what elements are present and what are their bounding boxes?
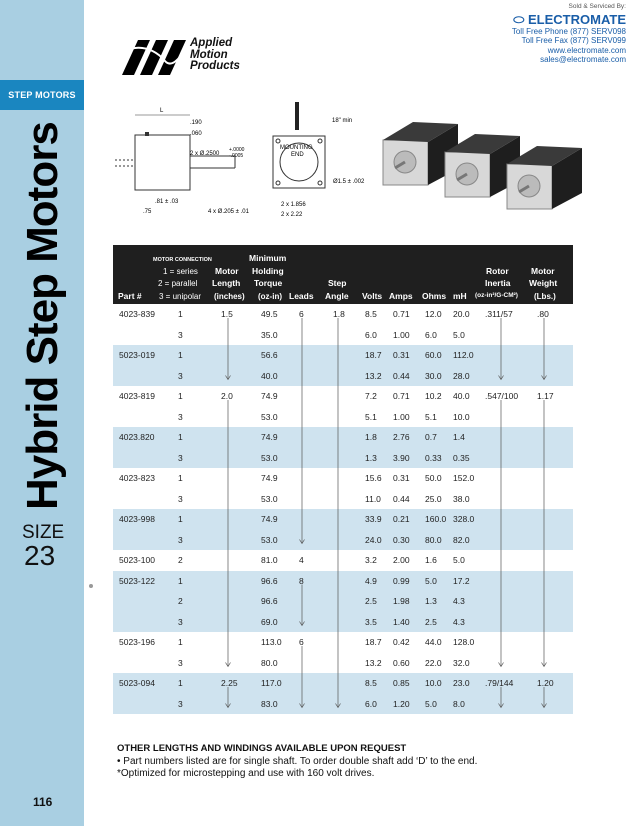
cell-mh: 8.0 (453, 698, 465, 709)
brand-name: ELECTROMATE (528, 11, 626, 27)
cell-torque: 74.9 (261, 391, 278, 401)
dim-060: .060 (190, 131, 202, 137)
cell-torque: 80.0 (261, 657, 278, 668)
cell-ohms: 50.0 (425, 473, 442, 483)
table-row (113, 345, 573, 366)
cell-conn: 3 (178, 493, 183, 504)
cell-amps: 0.30 (393, 534, 410, 545)
table-row (113, 612, 573, 633)
cell-weight: 1.20 (537, 678, 554, 688)
cell-ohms: 5.1 (425, 411, 437, 422)
cell-length: 2.25 (221, 678, 238, 688)
table-row (113, 427, 573, 448)
cell-amps: 0.71 (393, 391, 410, 401)
cell-inertia: .79/144 (485, 678, 514, 688)
cell-volts: 24.0 (365, 534, 382, 545)
table-row (113, 325, 573, 346)
hdr-motor-connection: MOTOR CONNECTION (153, 257, 212, 263)
cell-part: 5023-019 (119, 350, 155, 360)
cell-conn: 1 (178, 678, 183, 688)
hdr-ohms: Ohms (422, 291, 447, 301)
hdr-inertia: Inertia (485, 278, 511, 288)
cell-conn: 1 (178, 309, 183, 319)
cell-ohms: 5.0 (425, 575, 437, 586)
cell-amps: 0.71 (393, 309, 410, 319)
cell-torque: 56.6 (261, 350, 278, 360)
dim-lead: 18" min (332, 118, 353, 124)
cell-volts: 8.5 (365, 309, 377, 319)
cell-ohms: 1.3 (425, 596, 437, 606)
cell-amps: 0.60 (393, 657, 410, 668)
dim-75: .75 (143, 209, 152, 215)
cell-part: 4023-819 (119, 391, 155, 401)
hdr-rotor: Rotor (486, 266, 509, 276)
cell-ohms: 44.0 (425, 637, 442, 647)
vertical-page-title: Hybrid Step Motors (18, 122, 67, 510)
cell-conn: 3 (178, 616, 183, 627)
cell-amps: 0.85 (393, 678, 410, 688)
cell-amps: 1.00 (393, 329, 410, 340)
hdr-lbs: (Lbs.) (534, 292, 556, 301)
cell-mh: 5.0 (453, 329, 465, 340)
cell-torque: 53.0 (261, 411, 278, 422)
cell-part: 4023-998 (119, 514, 155, 524)
section-tab-label: STEP MOTORS (8, 90, 76, 100)
cell-mh: 82.0 (453, 534, 470, 545)
cell-leads: 4 (299, 555, 304, 565)
cell-volts: 11.0 (365, 493, 381, 504)
cell-torque: 53.0 (261, 493, 278, 504)
table-row (113, 694, 573, 715)
electromate-brand (512, 12, 626, 27)
dim-pilot: Ø1.5 ± .002 (333, 179, 365, 185)
hdr-holding: Holding (252, 266, 284, 276)
cell-volts: 6.0 (365, 698, 377, 709)
notes (117, 743, 477, 781)
cell-volts: 33.9 (365, 514, 382, 524)
page-number: 116 (33, 795, 53, 809)
table-row (113, 468, 573, 489)
hdr-step: Step (328, 278, 347, 288)
cell-mh: 128.0 (453, 637, 475, 647)
cell-ohms: 6.0 (425, 329, 437, 340)
sidebar (0, 0, 84, 826)
specs-table (113, 245, 573, 714)
dim-81: .81 ± .03 (155, 199, 179, 205)
cell-conn: 1 (178, 514, 183, 524)
cell-torque: 40.0 (261, 370, 278, 381)
cell-volts: 3.2 (365, 555, 377, 565)
cell-ohms: 12.0 (425, 309, 442, 319)
cell-part: 5023-196 (119, 637, 155, 647)
cell-ohms: 0.7 (425, 432, 437, 442)
cell-mh: 152.0 (453, 473, 475, 483)
cell-inertia: .547/100 (485, 391, 519, 401)
cell-part: 4023-839 (119, 309, 155, 319)
cell-mh: 4.3 (453, 596, 465, 606)
logo-line-3: Products (190, 60, 240, 72)
section-tab-step-motors[interactable] (0, 80, 84, 110)
cell-torque: 113.0 (261, 637, 282, 647)
cell-conn: 1 (178, 432, 183, 442)
table-row (113, 366, 573, 387)
hdr-weight-motor: Motor (531, 266, 555, 276)
cell-leads: 6 (299, 309, 304, 319)
hdr-part: Part # (118, 291, 142, 301)
dimension-drawing (110, 100, 380, 225)
cell-conn: 1 (178, 575, 183, 586)
dim-tol-plus: +.0000 (229, 147, 245, 153)
cell-amps: 2.00 (393, 555, 410, 565)
hdr-ozin: (oz-in) (258, 292, 282, 301)
cell-leads: 8 (299, 575, 304, 586)
cell-amps: 0.44 (393, 370, 410, 381)
cell-ohms: 60.0 (425, 350, 442, 360)
dim-shaft: 2 x Ø.2500 (190, 151, 220, 157)
cell-mh: 32.0 (453, 657, 470, 668)
hdr-length: Length (212, 278, 241, 288)
table-body (113, 304, 573, 714)
cell-volts: 6.0 (365, 329, 377, 340)
dim-tol-minus: -.0005 (229, 153, 244, 159)
cell-part: 4023.820 (119, 432, 155, 442)
company-name (190, 38, 240, 73)
hdr-parallel: 2 = parallel (158, 279, 198, 288)
cell-weight: .80 (537, 309, 549, 319)
table-row (113, 571, 573, 592)
cell-mh: 4.3 (453, 616, 465, 627)
cell-conn: 3 (178, 534, 183, 545)
table-row (113, 489, 573, 510)
hdr-mh: mH (453, 291, 467, 301)
end-label: END (291, 152, 304, 158)
table-row (113, 632, 573, 653)
cell-volts: 2.5 (365, 596, 377, 606)
cell-torque: 96.6 (261, 575, 278, 586)
cell-mh: 38.0 (453, 493, 470, 504)
cell-part: 5023-094 (119, 678, 155, 688)
cell-step: 1.8 (333, 309, 345, 319)
cell-torque: 74.9 (261, 473, 278, 483)
cell-volts: 4.9 (365, 575, 377, 586)
cell-torque: 53.0 (261, 452, 278, 463)
cell-volts: 1.3 (365, 452, 377, 463)
sold-by-text: Sold & Serviced By: (568, 3, 626, 10)
electromate-logo-icon: ⬭ (513, 11, 525, 27)
cell-mh: 0.35 (453, 452, 470, 463)
cell-mh: 328.0 (453, 514, 475, 524)
cell-ohms: 80.0 (425, 534, 442, 545)
cell-weight: 1.17 (537, 391, 554, 401)
website-link[interactable]: www.electromate.com (547, 45, 626, 55)
cell-part: 5023-122 (119, 575, 155, 586)
cell-conn: 1 (178, 473, 183, 483)
table-row (113, 653, 573, 674)
table-row (113, 530, 573, 551)
table-row (113, 386, 573, 407)
cell-conn: 2 (178, 555, 183, 565)
cell-mh: 23.0 (453, 678, 470, 688)
cell-volts: 8.5 (365, 678, 377, 688)
cell-ohms: 160.0 (425, 514, 447, 524)
table-row (113, 448, 573, 469)
cell-ohms: 2.5 (425, 616, 437, 627)
table-row (113, 304, 573, 325)
cell-conn: 3 (178, 698, 183, 709)
cell-conn: 1 (178, 350, 183, 360)
cell-amps: 2.76 (393, 432, 410, 442)
dim-L: L (160, 108, 164, 114)
cell-length: 2.0 (221, 391, 233, 401)
cell-ohms: 0.33 (425, 452, 442, 463)
dim-bc2: 2 x 2.22 (281, 212, 303, 218)
cell-mh: 20.0 (453, 309, 470, 319)
cell-volts: 18.7 (365, 350, 382, 360)
size-number: 23 (24, 540, 56, 571)
notes-line-2: *Optimized for microstepping and use with 160 volt drives. (117, 768, 375, 779)
cell-mh: 17.2 (453, 575, 470, 586)
cell-conn: 3 (178, 452, 183, 463)
cell-mh: 5.0 (453, 555, 465, 565)
hdr-unipolar: 3 = unipolar (159, 292, 202, 301)
cell-torque: 96.6 (261, 596, 278, 606)
cell-torque: 74.9 (261, 432, 278, 442)
cell-ohms: 22.0 (425, 657, 442, 668)
table-row (113, 591, 573, 612)
hdr-leads: Leads (289, 291, 314, 301)
hdr-angle: Angle (325, 291, 349, 301)
cell-mh: 1.4 (453, 432, 465, 442)
cell-amps: 0.31 (393, 350, 410, 360)
cell-volts: 7.2 (365, 391, 377, 401)
hdr-torque: Torque (254, 278, 283, 288)
hdr-volts: Volts (362, 291, 383, 301)
hdr-motor: Motor (215, 266, 239, 276)
cell-ohms: 5.0 (425, 698, 437, 709)
cell-torque: 117.0 (261, 678, 282, 688)
logo-line-1: Applied (190, 37, 233, 49)
cell-length: 1.5 (221, 309, 233, 319)
cell-volts: 18.7 (365, 637, 382, 647)
cell-mh: 10.0 (453, 411, 470, 422)
logo-line-2: Motion (190, 48, 228, 61)
cell-part: 4023-823 (119, 473, 155, 483)
cell-ohms: 10.2 (425, 391, 442, 401)
hdr-inertia-units: (oz-in²/G-CM²) (475, 292, 518, 299)
email-link[interactable]: sales@electromate.com (540, 55, 626, 65)
cell-conn: 2 (178, 596, 183, 606)
cell-amps: 1.20 (393, 698, 410, 709)
cell-amps: 0.21 (393, 514, 410, 524)
cell-amps: 0.44 (393, 493, 410, 504)
hdr-weight: Weight (529, 278, 558, 288)
table-row (113, 509, 573, 530)
bullet-marker (89, 584, 93, 588)
hdr-amps: Amps (389, 291, 413, 301)
cell-torque: 53.0 (261, 534, 278, 545)
fax-text: Toll Free Fax (877) SERV099 (521, 36, 626, 46)
cell-torque: 35.0 (261, 329, 278, 340)
cell-conn: 1 (178, 391, 183, 401)
notes-line-1: • Part numbers listed are for single shaft. To order double shaft add ‘D’ to the end. (117, 755, 478, 767)
cell-torque: 69.0 (261, 616, 278, 627)
cell-volts: 15.6 (365, 473, 382, 483)
dim-bc1: 2 x 1.856 (281, 202, 306, 208)
cell-amps: 3.90 (393, 452, 410, 463)
cell-conn: 3 (178, 370, 183, 381)
hdr-minimum: Minimum (249, 253, 287, 263)
cell-torque: 49.5 (261, 309, 278, 319)
distributor-block (512, 2, 626, 65)
notes-heading: OTHER LENGTHS AND WINDINGS AVAILABLE UPON REQUEST (117, 743, 407, 754)
dim-holes: 4 x Ø.205 ± .01 (208, 209, 249, 215)
cell-torque: 74.9 (261, 514, 278, 524)
cell-amps: 0.99 (393, 575, 410, 586)
cell-part: 5023-100 (119, 555, 155, 565)
cell-mh: 112.0 (453, 350, 474, 360)
cell-ohms: 30.0 (425, 370, 442, 381)
cell-amps: 1.98 (393, 596, 410, 606)
cell-amps: 1.00 (393, 411, 410, 422)
cell-mh: 28.0 (453, 370, 470, 381)
cell-amps: 0.42 (393, 637, 410, 647)
dim-190: .190 (190, 120, 202, 126)
cell-volts: 13.2 (365, 657, 382, 668)
table-header (113, 245, 573, 304)
cell-conn: 3 (178, 411, 183, 422)
size-label: SIZE (22, 522, 65, 543)
cell-conn: 1 (178, 637, 183, 647)
cell-torque: 81.0 (261, 555, 278, 565)
cell-ohms: 1.6 (425, 555, 437, 565)
cell-volts: 3.5 (365, 616, 377, 627)
table-row (113, 673, 573, 694)
cell-torque: 83.0 (261, 698, 278, 709)
cell-mh: 40.0 (453, 391, 470, 401)
mounting-label: MOUNTING (280, 145, 313, 151)
hdr-inches: (inches) (214, 292, 245, 301)
cell-leads: 6 (299, 637, 304, 647)
cell-ohms: 10.0 (425, 678, 442, 688)
hdr-series: 1 = series (163, 267, 198, 276)
cell-conn: 3 (178, 657, 183, 668)
table-row (113, 550, 573, 571)
cell-volts: 13.2 (365, 370, 382, 381)
cell-amps: 0.31 (393, 473, 410, 483)
motor-photo (378, 112, 593, 232)
cell-volts: 1.8 (365, 432, 377, 442)
table-row (113, 407, 573, 428)
cell-conn: 3 (178, 329, 183, 340)
phone-text: Toll Free Phone (877) SERV098 (511, 26, 626, 36)
cell-volts: 5.1 (365, 411, 377, 422)
cell-inertia: .311/57 (485, 309, 513, 319)
cell-amps: 1.40 (393, 616, 410, 627)
cell-ohms: 25.0 (425, 493, 442, 504)
